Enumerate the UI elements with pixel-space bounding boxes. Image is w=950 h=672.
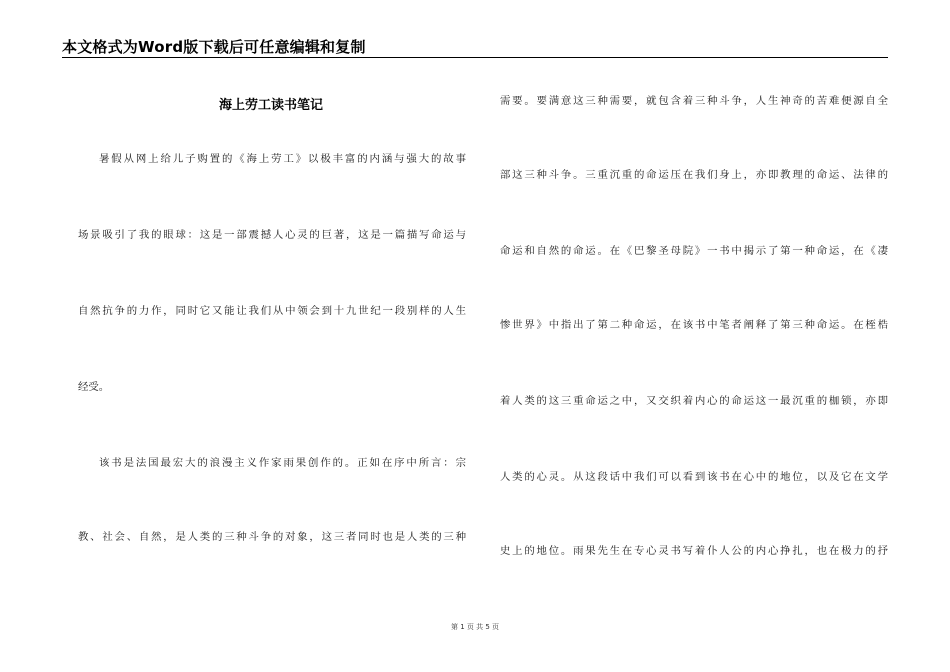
text-line: 需要。要满意这三种需要，就包含着三种斗争，人生神奇的苦难便源自全 <box>500 95 888 107</box>
text-line: 部这三种斗争。三重沉重的命运压在我们身上，亦即教理的命运、法律的 <box>500 169 888 181</box>
document-banner: 本文格式为Word版下载后可任意编辑和复制 <box>62 38 366 56</box>
text-line: 着人类的这三重命运之中，又交织着内心的命运这一最沉重的枷锁，亦即 <box>500 395 888 407</box>
text-line: 该书是法国最宏大的浪漫主义作家雨果创作的。正如在序中所言：宗 <box>99 457 466 469</box>
text-line: 暑假从网上给儿子购置的《海上劳工》以极丰富的内涵与强大的故事 <box>99 153 466 165</box>
text-line: 人类的心灵。从这段话中我们可以看到该书在心中的地位，以及它在文学 <box>500 471 888 483</box>
header-divider <box>62 57 888 58</box>
text-line: 场景吸引了我的眼球：这是一部震撼人心灵的巨著，这是一篇描写命运与 <box>78 229 466 241</box>
page-number: 第 1 页 共 5 页 <box>450 623 500 631</box>
text-line: 经受。 <box>78 381 110 393</box>
text-line: 惨世界》中指出了第二种命运，在该书中笔者阐释了第三种命运。在桎梏 <box>500 319 888 331</box>
text-line: 史上的地位。雨果先生在专心灵书写着仆人公的内心挣扎，也在极力的抒 <box>500 545 888 557</box>
text-line: 教、社会、自然，是人类的三种斗争的对象，这三者同时也是人类的三种 <box>78 531 466 543</box>
text-line: 自然抗争的力作，同时它又能让我们从中领会到十九世纪一段别样的人生 <box>78 305 466 317</box>
text-line: 命运和自然的命运。在《巴黎圣母院》一书中揭示了第一种命运，在《凄 <box>500 245 888 257</box>
document-title: 海上劳工读书笔记 <box>218 98 323 113</box>
